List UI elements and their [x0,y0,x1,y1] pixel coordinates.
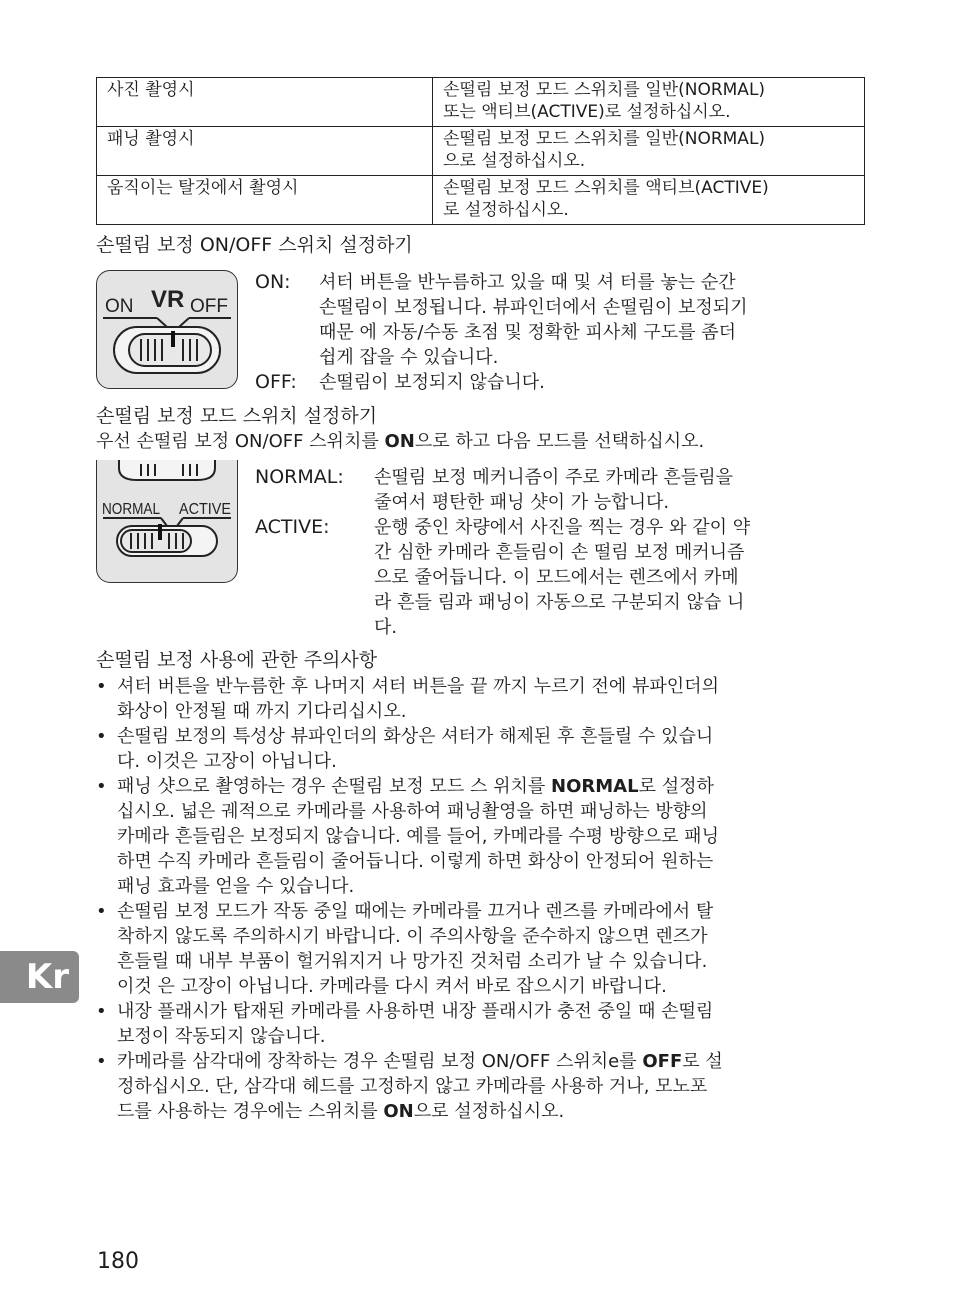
table-cell-condition: 패닝 촬영시 [97,127,433,176]
table-cell-setting: 손떨림 보정 모드 스위치를 일반(NORMAL) 또는 액티브(ACTIVE)로 설정하십시오. [433,78,865,127]
bullet: • [96,676,107,697]
notes-list [96,674,876,1124]
mode-section-heading: 손떨림 보정 모드 스위치 설정하기 [96,405,378,427]
switch-active-label: ACTIVE [179,501,231,518]
bullet: • [96,1051,107,1072]
bullet: • [96,901,107,922]
active-term: ACTIVE: [255,516,330,538]
vr-onoff-switch-illustration [96,270,238,389]
vr-switch-drawing [97,271,237,388]
onoff-section-heading: 손떨림 보정 ON/OFF 스위치 설정하기 [96,234,413,256]
bullet: • [96,1001,107,1022]
switch-vr-label: VR [151,286,185,313]
table-cell-setting: 손떨림 보정 모드 스위치를 액티브(ACTIVE) 로 설정하십시오. [433,176,865,225]
list-item: • 내장 플래시가 탑재된 카메라를 사용하면 내장 플래시가 충전 중일 때 손떨림 보정이 작동되지 않습니다. [96,1001,714,1047]
mode-section-intro: 우선 손떨림 보정 ON/OFF 스위치를 ON으로 하고 다음 모드를 선택하십시오. [96,431,705,452]
table-cell-condition: 사진 촬영시 [97,78,433,127]
language-tab: Kr [0,951,79,1003]
table-row [97,127,865,176]
shooting-mode-table [96,77,865,225]
active-description: 운행 중인 차량에서 사진을 찍는 경우 와 같이 약 간 심한 카메라 흔들림이 손 떨림 보정 메커니즘 으로 줄어듭니다. 이 모드에서는 렌즈에서 카메 라 흔들 림과 패닝이 자동으로 구분되지 않습 니 다. [374,517,751,638]
list-item: • 셔터 버튼을 반누름한 후 나머지 셔터 버튼을 끝 까지 누르기 전에 뷰파인더의 화상이 안정될 때 까지 기다리십시오. [96,676,719,722]
bullet: • [96,776,107,797]
list-item: • 카메라를 삼각대에 장착하는 경우 손떨림 보정 ON/OFF 스위치e를 OFF로 설 정하십시오. 단, 삼각대 헤드를 고정하지 않고 카메라를 사용하 거나, 모노포 드를 사용하는 경우에는 스위치를 ON으로 설정하십시오. [96,1051,723,1122]
on-term: ON: [255,271,291,293]
page-number: 180 [97,1249,139,1274]
switch-normal-label: NORMAL [102,501,161,518]
bullet: • [96,726,107,747]
vr-mode-switch-illustration [96,460,238,583]
normal-description: 손떨림 보정 메커니즘이 주로 카메라 흔들림을 줄여서 평탄한 패닝 샷이 가 능합니다. [374,467,733,513]
switch-on-label: ON [105,296,134,317]
list-item: • 패닝 샷으로 촬영하는 경우 손떨림 보정 모드 스 위치를 NORMAL로 설정하 십시오. 넓은 궤적으로 카메라를 사용하여 패닝촬영을 하면 패닝하는 방향의 카메라 흔들림은 보정되지 않습니다. 예를 들어, 카메라를 수평 방향으로 패닝 하면 수직 카메라 흔들림이 줄어듭니다. 이렇게 하면 화상이 안정되어 원하는 패닝 효과를 얻을 수 있습니다. [96,776,719,897]
table-cell-setting: 손떨림 보정 모드 스위치를 일반(NORMAL) 으로 설정하십시오. [433,127,865,176]
on-description: 셔터 버튼을 반누름하고 있을 때 및 셔 터를 놓는 순간 손떨림이 보정됩니다. 뷰파인더에서 손떨림이 보정되기 때문 에 자동/수동 초점 및 정확한 피사체 구도를 좀더 쉽게 잡을 수 있습니다. [319,272,748,368]
table-row [97,78,865,127]
off-description: 손떨림이 보정되지 않습니다. [319,372,545,393]
mode-switch-drawing [97,460,237,582]
list-item: • 손떨림 보정의 특성상 뷰파인더의 화상은 셔터가 해제된 후 흔들릴 수 있습니 다. 이것은 고장이 아닙니다. [96,726,714,772]
list-item: • 손떨림 보정 모드가 작동 중일 때에는 카메라를 끄거나 렌즈를 카메라에서 탈 착하지 않도록 주의하시기 바랍니다. 이 주의사항을 준수하지 않으면 렌즈가 흔들릴 때 내부 부품이 헐거워지거 나 망가진 것처럼 소리가 날 수 있습니다. 이것 은 고장이 아닙니다. 카메라를 다시 켜서 바로 잡으시기 바랍니다. [96,901,714,997]
switch-off-label: OFF [190,296,228,317]
off-term: OFF: [255,371,297,393]
normal-term: NORMAL: [255,466,344,488]
table-row [97,176,865,225]
table-cell-condition: 움직이는 탈것에서 촬영시 [97,176,433,225]
notes-section-heading: 손떨림 보정 사용에 관한 주의사항 [96,649,378,671]
